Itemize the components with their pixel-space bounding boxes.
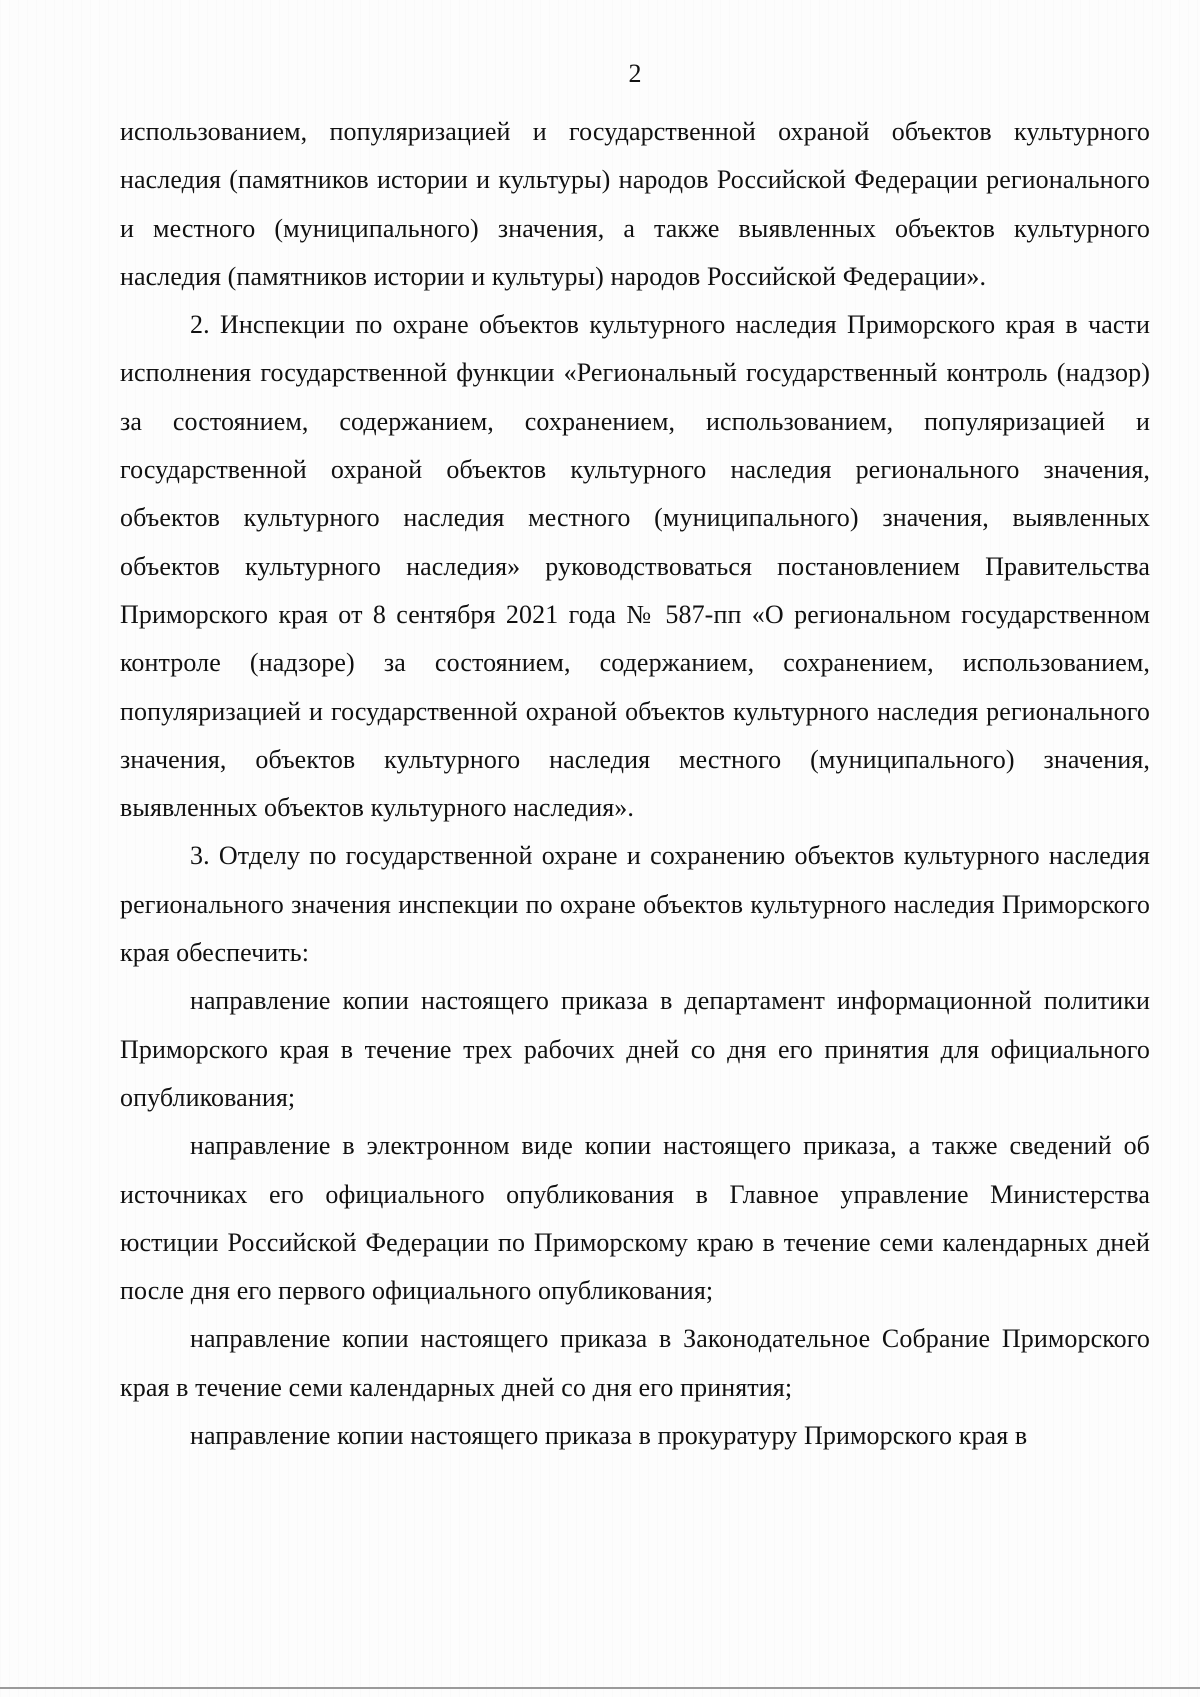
paragraph-subitem-legislative-assembly: направление копии настоящего приказа в Законодательное Собрание Приморского края в течение семи календарных дней со дня его принятия;: [120, 1324, 1150, 1402]
paragraph-subitem-prosecutor: направление копии настоящего приказа в прокуратуру Приморского края в: [190, 1421, 1028, 1451]
paragraph-subitem-publication: направление копии настоящего приказа в департамент информационной политики Приморского края в течение трех рабочих дней со дня его принятия для официального опубликования;: [120, 986, 1150, 1112]
paragraph-subitem-ministry-of-justice: направление в электронном виде копии настоящего приказа, а также сведений об источниках его официального опубликования в Главное управление Министерства юстиции Российской Федерации по Приморскому краю в течение семи календарных дней после дня его первого официального опубликования;: [120, 1131, 1150, 1306]
document-body: [120, 108, 1150, 1460]
paragraph-item-2: 2. Инспекции по охране объектов культурного наследия Приморского края в части исполнения государственной функции «Региональный государственный контроль (надзор) за состоянием, содержанием, сохранением, использованием, популяризацией и государственной охраной объектов культурного наследия регионального значения, объектов культурного наследия местного (муниципального) значения, выявленных объектов культурного наследия» руководствоваться постановлением Правительства Приморского края от 8 сентября 2021 года № 587-пп «О региональном государственном контроле (надзоре) за состоянием, содержанием, сохранением, использованием, популяризацией и государственной охраной объектов культурного наследия регионального значения, объектов культурного наследия местного (муниципального) значения, выявленных объектов культурного наследия».: [120, 310, 1150, 823]
paragraph-item-3: 3. Отделу по государственной охране и сохранению объектов культурного наследия регионального значения инспекции по охране объектов культурного наследия Приморского края обеспечить:: [120, 841, 1150, 968]
page-bottom-edge: [0, 1687, 1200, 1689]
paragraph-continuation: использованием, популяризацией и государственной охраной объектов культурного наследия (памятников истории и культуры) народов Российской Федерации регионального и местного (муниципального) значения, а также выявленных объектов культурного наследия (памятников истории и культуры) народов Российской Федерации».: [120, 117, 1150, 291]
page-number: 2: [628, 59, 642, 88]
